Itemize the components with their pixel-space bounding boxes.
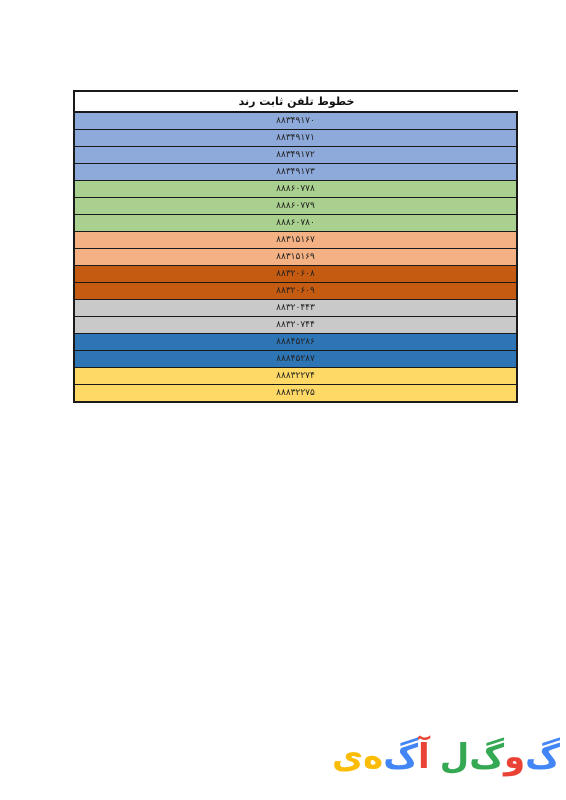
table-row: ۸۸۸۶۰۷۸۰ [75, 215, 516, 232]
logo-letter: ل [439, 737, 470, 777]
phone-lines-table [73, 90, 518, 403]
table-row: ۸۸۳۱۵۱۶۷ [75, 232, 516, 249]
table-row: ۸۸۳۲۰۷۴۴ [75, 317, 516, 334]
logo-letter: گ [469, 737, 505, 777]
table-row: ۸۸۸۴۵۲۸۶ [75, 334, 516, 351]
table-row: ۸۸۳۴۹۱۷۳ [75, 164, 516, 181]
logo-letter: ی [331, 737, 364, 777]
watermark-logo [331, 737, 560, 777]
logo-letter: آ [418, 737, 430, 777]
table-row: ۸۸۳۲۰۶۰۹ [75, 283, 516, 300]
table-row: ۸۸۳۴۹۱۷۲ [75, 147, 516, 164]
table-row: ۸۸۳۴۹۱۷۰ [75, 112, 516, 130]
table-row: ۸۸۸۶۰۷۷۹ [75, 198, 516, 215]
table-row: ۸۸۸۳۲۲۷۴ [75, 368, 516, 385]
table-row: ۸۸۸۴۵۲۸۷ [75, 351, 516, 368]
logo-letter: گ [383, 737, 419, 777]
table-title: خطوط تلفن ثابت رند [73, 90, 518, 112]
table-row: ۸۸۳۱۵۱۶۹ [75, 249, 516, 266]
logo-letter: ه [363, 737, 384, 777]
table-row: ۸۸۸۶۰۷۷۸ [75, 181, 516, 198]
logo-letter [430, 740, 440, 774]
logo-letter: گ [525, 737, 560, 777]
logo-letter: و [504, 737, 526, 777]
table-row: ۸۸۳۴۹۱۷۱ [75, 130, 516, 147]
table-row: ۸۸۳۲۰۶۰۸ [75, 266, 516, 283]
table-row: ۸۸۸۳۲۲۷۵ [75, 385, 516, 401]
table-row: ۸۸۳۲۰۴۴۳ [75, 300, 516, 317]
table-rows [73, 112, 518, 403]
